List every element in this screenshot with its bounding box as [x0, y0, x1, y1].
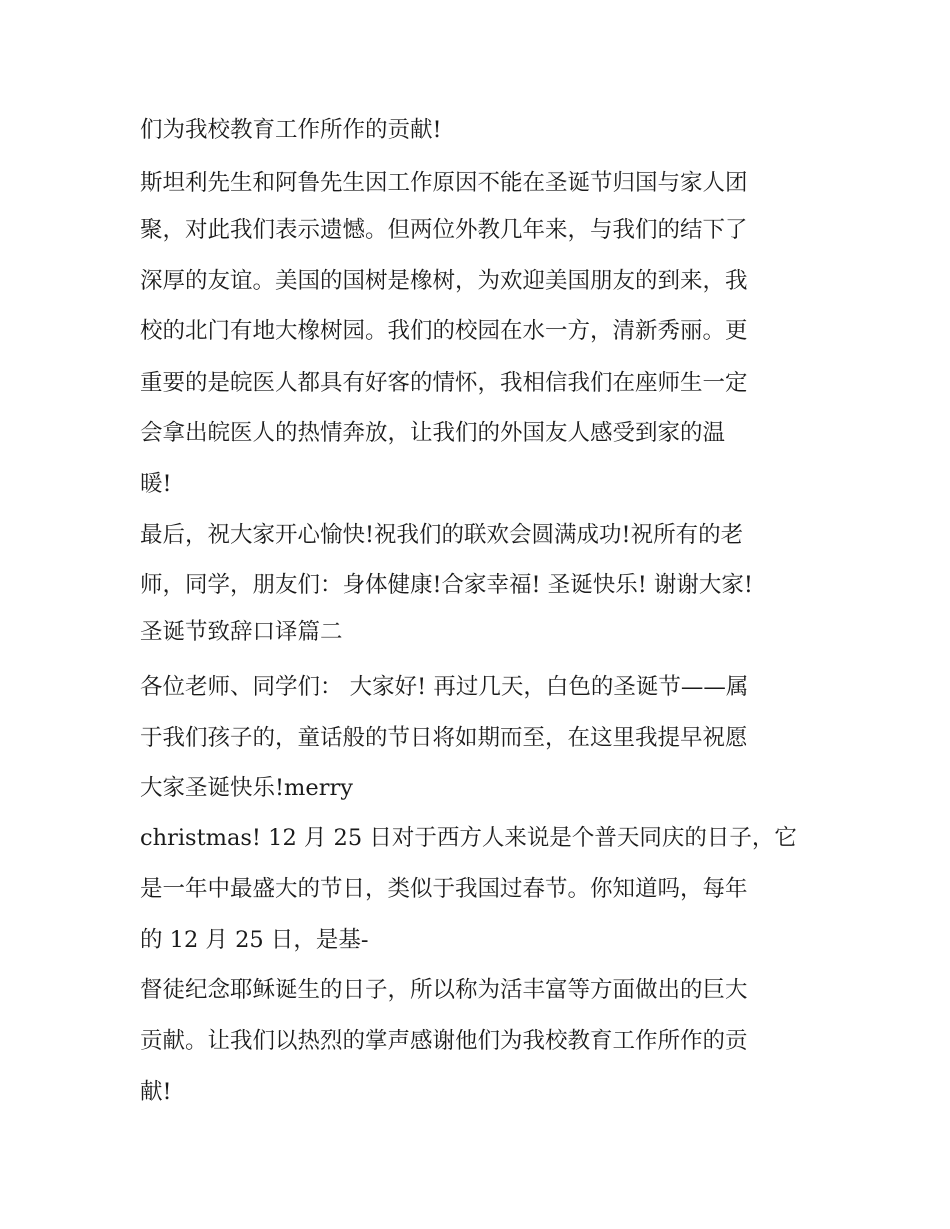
text-line: 斯坦利先生和阿鲁先生因工作原因不能在圣诞节归国与家人团 — [140, 170, 748, 196]
text-line: 深厚的友谊。美国的国树是橡树，为欢迎美国朋友的到来，我 — [140, 268, 748, 294]
text-line: 大家圣诞快乐!merry — [140, 775, 353, 801]
text-line: 会拿出皖医人的热情奔放，让我们的外国友人感受到家的温 — [140, 420, 726, 446]
text-line: 的 12 月 25 日，是基- — [140, 927, 369, 953]
section-heading: 圣诞节致辞口译篇二 — [140, 619, 343, 645]
text-line: 贡献。让我们以热烈的掌声感谢他们为我校教育工作所作的贡 — [140, 1028, 748, 1054]
text-line: christmas! 12 月 25 日对于西方人来说是个普天同庆的日子，它 — [140, 825, 797, 851]
text-line: 重要的是皖医人都具有好客的情怀，我相信我们在座师生一定 — [140, 370, 748, 396]
text-line: 督徒纪念耶稣诞生的日子，所以称为活丰富等方面做出的巨大 — [140, 977, 748, 1003]
text-line: 是一年中最盛大的节日，类似于我国过春节。你知道吗，每年 — [140, 876, 748, 902]
text-line: 师，同学，朋友们：身体健康!合家幸福! 圣诞快乐! 谢谢大家! — [140, 572, 753, 598]
text-line: 聚，对此我们表示遗憾。但两位外教几年来，与我们的结下了 — [140, 217, 748, 243]
text-line: 暖! — [140, 471, 172, 497]
text-line: 最后，祝大家开心愉快!祝我们的联欢会圆满成功!祝所有的老 — [140, 522, 744, 548]
text-line: 校的北门有地大橡树园。我们的校园在水一方，清新秀丽。更 — [140, 318, 748, 344]
text-line: 们为我校教育工作所作的贡献! — [140, 117, 442, 143]
text-line: 于我们孩子的，童话般的节日将如期而至，在这里我提早祝愿 — [140, 725, 748, 751]
text-line: 各位老师、同学们： 大家好! 再过几天，白色的圣诞节——属 — [140, 674, 749, 700]
text-line: 献! — [140, 1079, 172, 1105]
